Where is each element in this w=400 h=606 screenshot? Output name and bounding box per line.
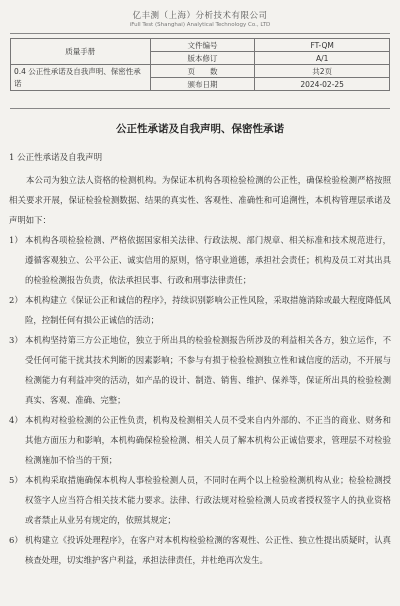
- issue-date-label: 颁布日期: [150, 78, 255, 91]
- document-title: 公正性承诺及自我声明、保密性承诺: [116, 123, 284, 135]
- list-item: [9, 230, 391, 290]
- list-item: [9, 530, 391, 570]
- list-item-text: 本机构对检验检测的公正性负责，机构及检测相关人员不受来自内外部的、不正当的商业、财务和其他方面压力和影响，本机构确保检验检测、相关人员了解本机构公正诚信要求，管理层不对检验检测施加不恰当的干预；: [25, 415, 391, 465]
- list-item: [9, 470, 391, 530]
- pages-value: 共2页: [255, 65, 390, 78]
- list-item-number: 6）: [9, 535, 23, 545]
- section-label-cell: 0.4 公正性承诺及自我声明、保密性承诺: [11, 65, 151, 91]
- pages-label: 页 数: [150, 65, 255, 78]
- doc-number-value: FT-QM: [255, 39, 390, 52]
- intro-paragraph: 本公司为独立法人资格的检测机构。为保证本机构各项检验检测的公正性，确保检验检测严格按照相关要求开展，保证检验检测数据、结果的真实性、客观性、准确性和可追溯性，本机构管理层承诺及声明如下：: [9, 175, 391, 225]
- list-item-number: 5）: [9, 475, 23, 485]
- doc-number-label: 文件编号: [150, 39, 255, 52]
- quality-manual-cell: 质量手册: [11, 39, 151, 65]
- document-info-table: [10, 38, 390, 91]
- company-header: [0, 9, 400, 28]
- list-item-text: 本机构建立《保证公正和诚信的程序》，持续识别影响公正性风险，采取措施消除或最大程度降低风险，控制任何有损公正诚信的活动；: [25, 295, 391, 325]
- section-heading: 1 公正性承诺及自我声明: [9, 153, 103, 163]
- list-item: [9, 330, 391, 410]
- list-item-text: 机构建立《投诉处理程序》，在客户对本机构检验检测的客观性、公正性、独立性提出质疑时，认真核查处理，切实维护客户利益，承担法律责任，并杜绝再次发生。: [25, 535, 391, 565]
- list-item-text: 本机构各项检验检测、严格依据国家相关法律、行政法规、部门规章、相关标准和技术规范进行，遵循客观独立、公平公正、诚实信用的原则，恪守职业道德，承担社会责任；机构及员工对其出具的检验检测报告负责，依法承担民事、行政和刑事法律责任；: [25, 235, 391, 285]
- list-item-text: 本机构坚持第三方公正地位，独立于所出具的检验检测报告所涉及的利益相关各方，独立运作，不受任何可能干扰其技术判断的因素影响；不参与有损于检验检测独立性和诚信度的活动，不开展与检测能力有利益冲突的活动，如产品的设计、制造、销售、维护、保养等，保证所出具的检验检测真实、客观、准确、完整；: [25, 335, 391, 405]
- list-item-number: 4）: [9, 415, 23, 425]
- list-item-text: 本机构采取措施确保本机构人事检验检测人员，不同时在两个以上检验检测机构从业；检验检测授权签字人应当符合相关技术能力要求。法律、行政法规对检验检测人员或者授权签字人的执业资格或者禁止从业另有规定的，依照其规定；: [25, 475, 391, 525]
- list-item-number: 2）: [9, 295, 23, 305]
- issue-date-value: 2024-02-25: [255, 78, 390, 91]
- revision-value: A/1: [255, 52, 390, 65]
- company-name-cn: 亿丰测（上海）分析技术有限公司: [132, 11, 268, 21]
- header-divider: [10, 33, 390, 34]
- list-item-number: 3）: [9, 335, 23, 345]
- company-name-en: iFull Test (Shanghai) Analytical Technology Co., LTD: [129, 22, 271, 28]
- list-item: [9, 410, 391, 470]
- table-bottom-rule: [10, 108, 390, 109]
- document-body: [9, 170, 391, 570]
- list-item: [9, 290, 391, 330]
- list-item-number: 1）: [9, 235, 23, 245]
- revision-label: 版本修订: [150, 52, 255, 65]
